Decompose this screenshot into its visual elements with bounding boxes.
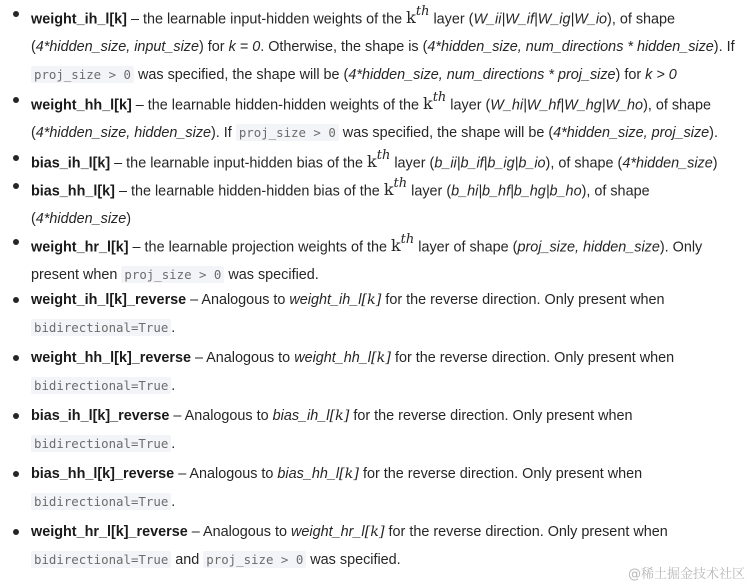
param-name: weight_ih_l[k] [31,11,127,28]
inline-code: proj_size > 0 [121,266,224,283]
list-item-weight-hr-reverse: weight_hr_l[k]_reverse – Analogous to weight_hr_l[k] for the reverse direction. Only present when bidirectional=True and proj_size > 0 was specified. [31,518,747,574]
list-item-bias-hh-reverse: bias_hh_l[k]_reverse – Analogous to bias_hh_l[k] for the reverse direction. Only present when bidirectional=True . [31,460,747,516]
watermark: @稀土掘金技术社区 [627,567,745,582]
inline-code: bidirectional=True [31,319,171,336]
param-name: weight_hr_l[k] [31,239,129,256]
list-item-bias-ih: bias_ih_l[k] – the learnable input-hidden bias of the $k^{th}$ layer (b_ii|b_if|b_ig|b_io), of shape (4*hidden_size) [31,144,747,177]
inline-code: bidirectional=True [31,493,171,510]
list-item-weight-ih: weight_ih_l[k] – the learnable input-hidden weights of the $k^{th}$ layer (W_ii|W_if|W_ig|W_io), of shape (4*hidden_size, input_size) for k = 0. Otherwise, the shape is (4*hidden_size, num_directions * hidden_size). If proj_size > 0 was specified, the shape will be (4*hidden_size, num_directions * proj_size) for k > 0 [31,0,747,89]
inline-code: proj_size > 0 [236,124,339,141]
list-item-weight-hh: weight_hh_l[k] – the learnable hidden-hidden weights of the $k^{th}$ layer (W_hi|W_hf|W_hg|W_ho), of shape (4*hidden_size, hidden_size). If proj_size > 0 was specified, the shape will be (4*hidden_size, proj_size). [31,86,747,147]
list-item-bias-hh: bias_hh_l[k] – the learnable hidden-hidden bias of the $k^{th}$ layer (b_hi|b_hf|b_hg|b_ho), of shape (4*hidden_size) [31,172,747,233]
kth-math: $k^{th}$ [383,176,408,200]
param-name: bias_hh_l[k]_reverse [31,466,175,482]
param-name: weight_hh_l[k]_reverse [31,350,191,366]
kth-math: $k^{th}$ [390,232,415,256]
param-name: bias_ih_l[k]_reverse [31,408,170,424]
list-item-weight-ih-reverse: weight_ih_l[k]_reverse – Analogous to weight_ih_l[k] for the reverse direction. Only present when bidirectional=True . [31,286,747,342]
inline-code: proj_size > 0 [203,551,306,568]
param-name: bias_hh_l[k] [31,183,115,200]
kth-math: $k^{th}$ [422,90,447,114]
inline-code: proj_size > 0 [31,66,134,83]
inline-code: bidirectional=True [31,551,171,568]
list-item-weight-hh-reverse: weight_hh_l[k]_reverse – Analogous to weight_hh_l[k] for the reverse direction. Only present when bidirectional=True . [31,344,747,400]
kth-math: $k^{th}$ [406,4,430,28]
kth-math: $k^{th}$ [367,148,391,172]
list-item-weight-hr: weight_hr_l[k] – the learnable projection weights of the $k^{th}$ layer of shape (proj_size, hidden_size). Only present when proj_size > 0 was specified. [31,228,747,289]
inline-code: bidirectional=True [31,377,171,394]
param-name: weight_hr_l[k]_reverse [31,524,188,540]
list-item-bias-ih-reverse: bias_ih_l[k]_reverse – Analogous to bias_ih_l[k] for the reverse direction. Only present when bidirectional=True . [31,402,747,458]
inline-code: bidirectional=True [31,435,171,452]
param-name: bias_ih_l[k] [31,155,111,172]
param-name: weight_ih_l[k]_reverse [31,292,187,308]
param-name: weight_hh_l[k] [31,97,132,114]
